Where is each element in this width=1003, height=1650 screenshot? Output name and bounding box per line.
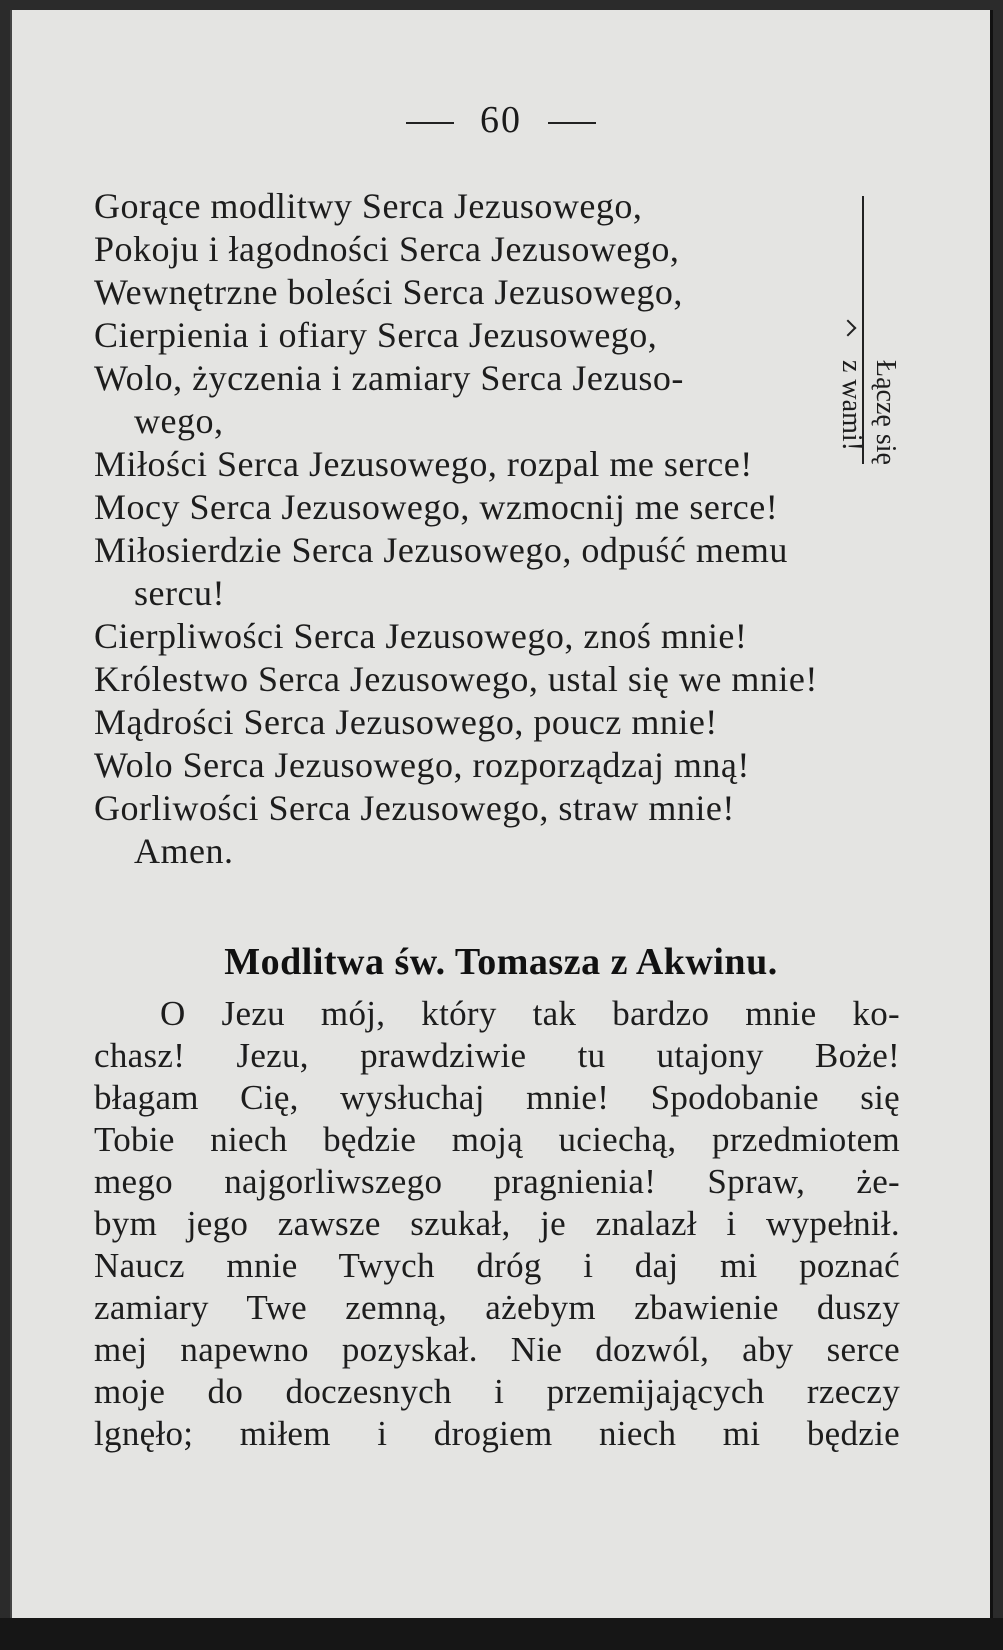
sidenote-line1: Łączę się (870, 360, 901, 465)
litany-line: Mądrości Serca Jezusowego, poucz mnie! (94, 702, 718, 742)
litany-line: sercu! (134, 573, 225, 613)
prayer-line: Tobie niech będzie moją uciechą, przedmiotem (94, 1120, 900, 1159)
book-page (10, 10, 993, 1640)
section-title: Modlitwa św. Tomasza z Akwinu. (224, 941, 778, 983)
prayer-line: mego najgorliwszego pragnienia! Spraw, że- (94, 1162, 900, 1201)
litany-line: Mocy Serca Jezusowego, wzmocnij me serce! (94, 487, 779, 527)
prayer-line: błagam Cię, wysłuchaj mnie! Spodobanie się (94, 1078, 900, 1117)
prayer-line: bym jego zawsze szukał, je znalazł i wypełnił. (94, 1204, 900, 1243)
litany-line: wego, (134, 401, 224, 441)
prayer-line: mej napewno pozyskał. Nie dozwól, aby serce (94, 1330, 900, 1369)
prayer-line: moje do doczesnych i przemijających rzeczy (94, 1372, 900, 1411)
litany-line: Miłosierdzie Serca Jezusowego, odpuść memu (94, 530, 788, 570)
prayer-line: Naucz mnie Twych dróg i daj mi poznać (94, 1246, 900, 1285)
prayer-line: zamiary Twe zemną, ażebym zbawienie duszy (94, 1288, 900, 1327)
litany-line: Królestwo Serca Jezusowego, ustal się we mnie! (94, 659, 818, 699)
litany-line: Gorące modlitwy Serca Jezusowego, (94, 186, 643, 226)
header-dash-left (406, 122, 454, 124)
litany-line: Wolo, życzenia i zamiary Serca Jezuso- (94, 358, 684, 398)
prayer-line: O Jezu mój, który tak bardzo mnie ko- (160, 994, 900, 1033)
litany-line: Miłości Serca Jezusowego, rozpal me serce! (94, 444, 753, 484)
prayer-line: lgnęło; miłem i drogiem niech mi będzie (94, 1414, 900, 1453)
litany-line: Pokoju i łagodności Serca Jezusowego, (94, 229, 680, 269)
prayer-line: chasz! Jezu, prawdziwie tu utajony Boże! (94, 1036, 900, 1075)
litany-line: Gorliwości Serca Jezusowego, straw mnie! (94, 788, 735, 828)
page-header (12, 98, 990, 142)
litany-line: Amen. (134, 831, 234, 871)
litany-line: Cierpliwości Serca Jezusowego, znoś mnie! (94, 616, 748, 656)
litany-line: Wewnętrzne boleści Serca Jezusowego, (94, 272, 683, 312)
litany-line: Wolo Serca Jezusowego, rozporządzaj mną! (94, 745, 750, 785)
scan-edge (0, 1618, 1003, 1650)
sidenote-rotated (834, 360, 902, 465)
litany-line: Cierpienia i ofiary Serca Jezusowego, (94, 315, 658, 355)
page-number: 60 (480, 99, 522, 141)
header-dash-right (548, 122, 596, 124)
sidenote-line2: z wami! (836, 360, 867, 451)
